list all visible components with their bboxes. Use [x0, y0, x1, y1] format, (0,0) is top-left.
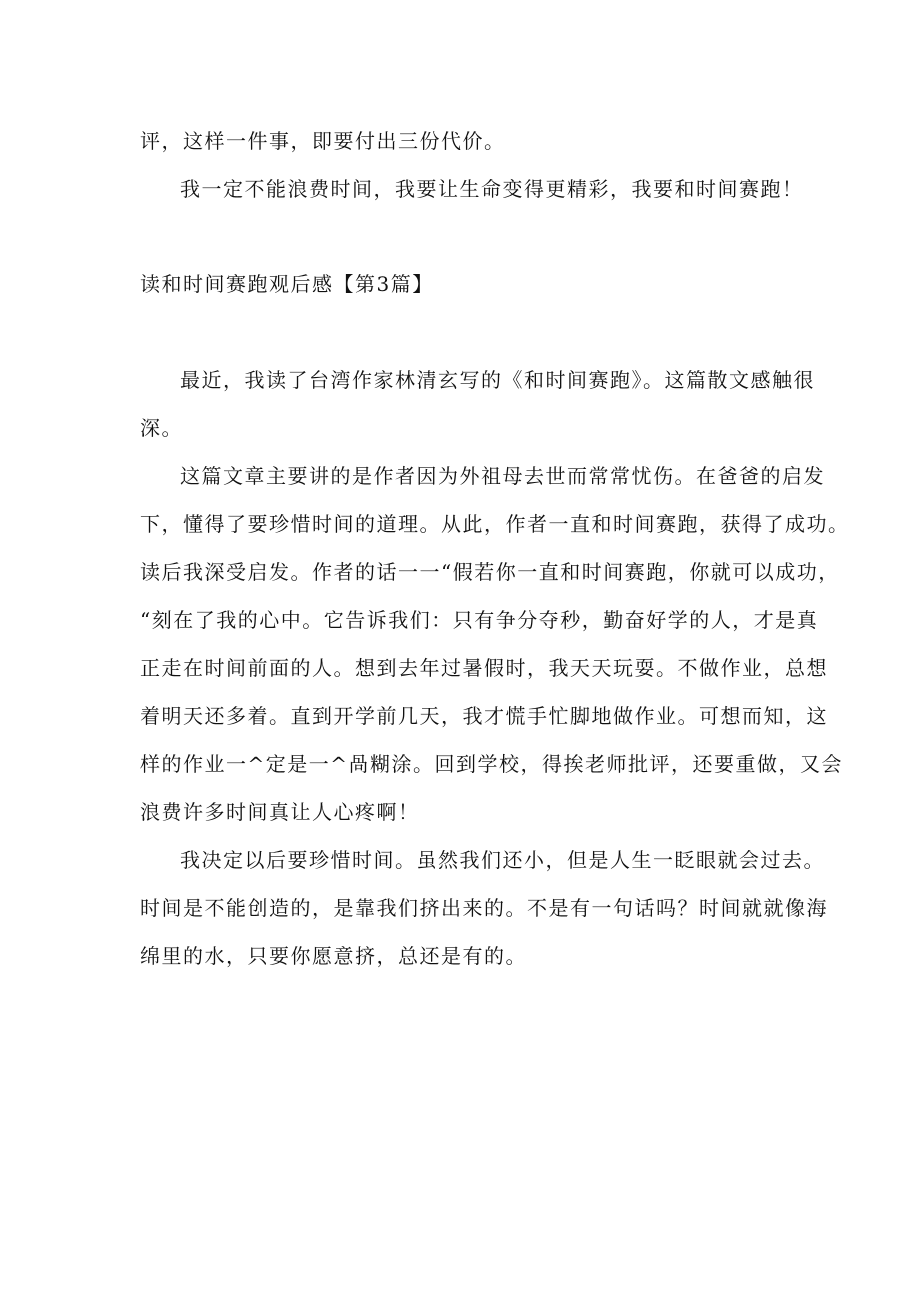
paragraph-line: 样的作业一^定是一^咼糊涂。回到学校，得挨老师批评，还要重做，又会 — [140, 752, 844, 776]
paragraph-line: 最近，我读了台湾作家林清玄写的《和时间赛跑》。这篇散文感触很 — [180, 368, 815, 392]
paragraph-line: 评，这样一件事，即要付出三份代价。 — [140, 129, 506, 153]
paragraph-line: 时间是不能创造的，是靠我们挤出来的。不是有一句话吗？时间就就像海 — [140, 896, 828, 920]
paragraph-line: 绵里的水，只要你愿意挤，总还是有的。 — [140, 944, 527, 968]
paragraph-line: 我一定不能浪费时间，我要让生命变得更精彩，我要和时间赛跑！ — [180, 177, 804, 201]
paragraph-line: 这篇文章主要讲的是作者因为外祖母去世而常常忧伤。在爸爸的启发 — [180, 464, 825, 488]
paragraph-line: 浪费许多时间真让人心疼啊！ — [140, 800, 420, 824]
paragraph-line: 读后我深受启发。作者的话一一“假若你一直和时间赛跑，你就可以成功， — [140, 560, 840, 584]
paragraph-line: “刻在了我的心中。它告诉我们：只有争分夺秒，勤奋好学的人，才是真 — [140, 608, 819, 632]
section-heading: 读和时间赛跑观后感【第3篇】 — [140, 272, 434, 296]
paragraph-line: 深。 — [140, 416, 183, 440]
paragraph-line: 下，懂得了要珍惜时间的道理。从此，作者一直和时间赛跑，获得了成功。 — [140, 512, 850, 536]
paragraph-line: 着明天还多着。直到开学前几天，我才慌手忙脚地做作业。可想而知，这 — [140, 704, 828, 728]
paragraph-line: 正走在时间前面的人。想到去年过暑假时，我天天玩耍。不做作业，总想 — [140, 656, 828, 680]
paragraph-line: 我决定以后要珍惜时间。虽然我们还小，但是人生一眨眼就会过去。 — [180, 848, 825, 872]
